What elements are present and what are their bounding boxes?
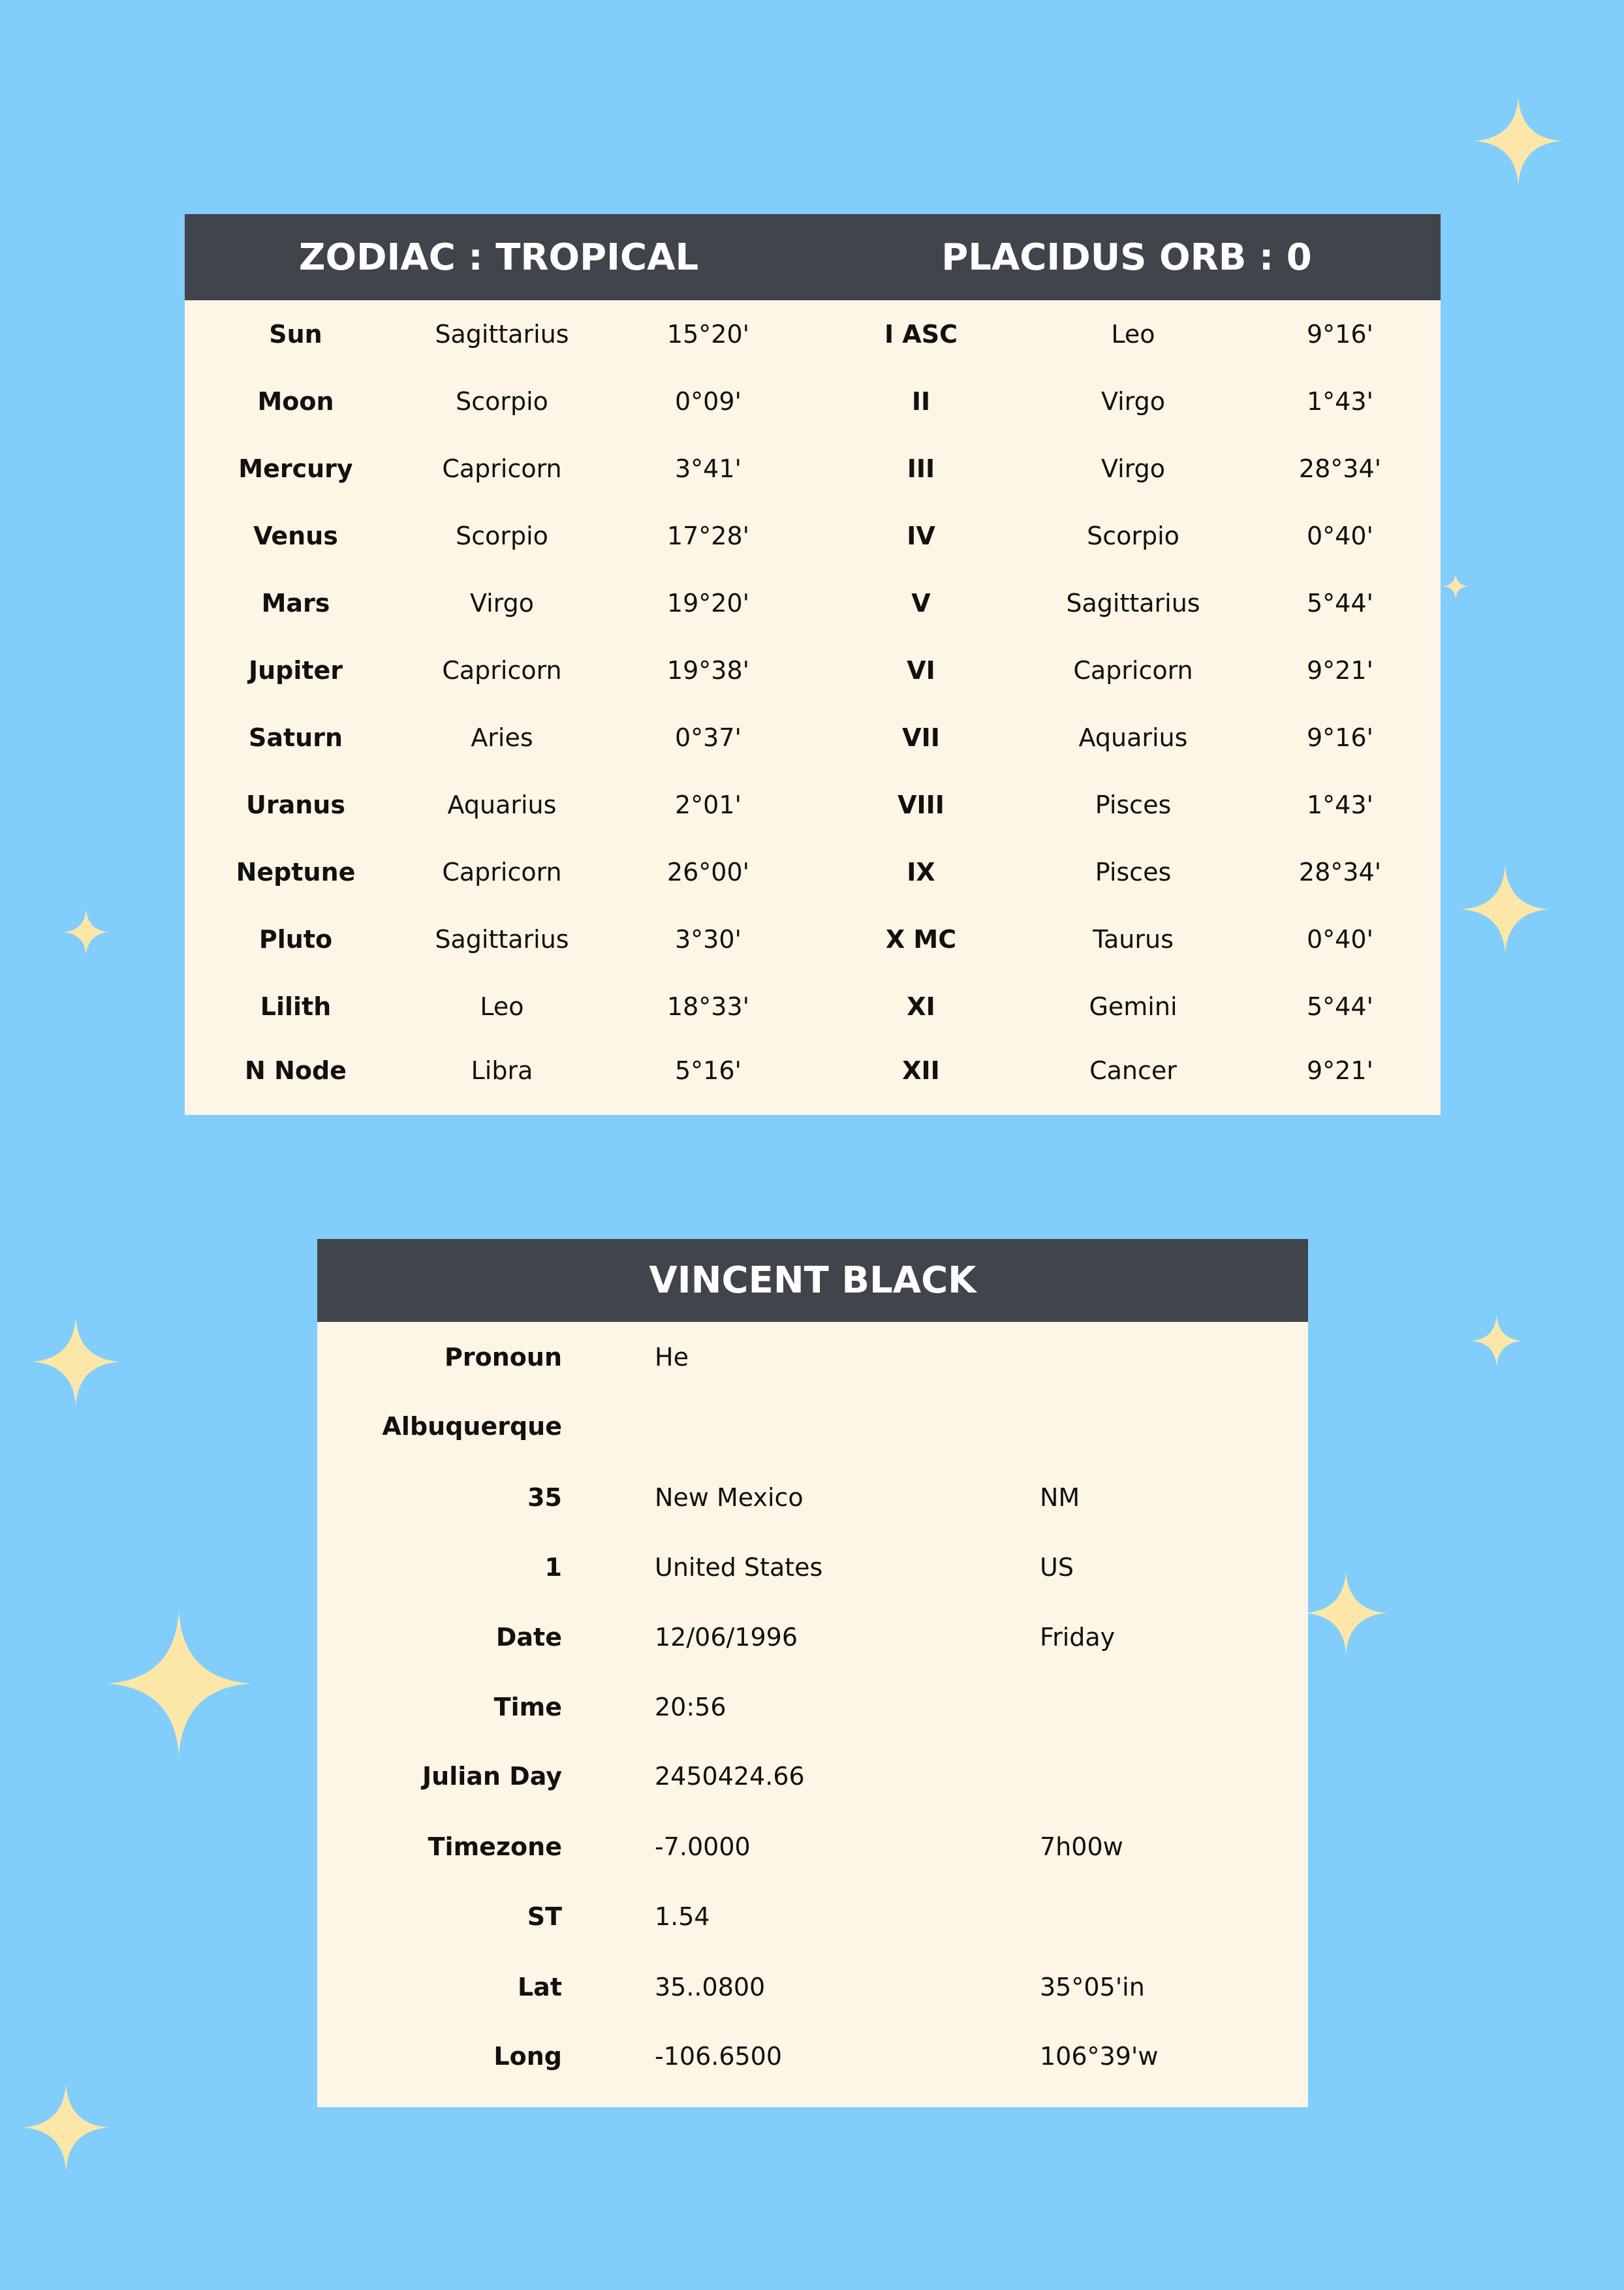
zodiac-table-body (185, 300, 1441, 1115)
info-row (317, 1541, 1308, 1593)
planet-sign: Sagittarius (435, 925, 569, 954)
sparkle-star-icon (1471, 1315, 1523, 1367)
info-row (317, 1471, 1308, 1524)
house-number: VIII (898, 791, 945, 819)
info-row (317, 1750, 1308, 1802)
info-label: Timezone (428, 1832, 562, 1861)
info-label: 1 (544, 1553, 562, 1582)
planet-name: Venus (253, 522, 338, 550)
info-value: -106.6500 (655, 2042, 783, 2071)
sparkle-star-icon (1461, 865, 1550, 954)
planet-name: Saturn (248, 723, 343, 752)
planet-degree: 3°30' (675, 925, 742, 954)
table-row (185, 913, 1441, 965)
planet-sign: Leo (480, 992, 524, 1021)
info-secondary-value: Friday (1040, 1623, 1116, 1652)
person-info-body (317, 1322, 1308, 2107)
info-row (317, 1681, 1308, 1733)
info-value: 12/06/1996 (655, 1623, 798, 1652)
zodiac-title: ZODIAC : TROPICAL (298, 236, 699, 279)
planet-sign: Scorpio (456, 387, 548, 416)
house-number: IX (907, 858, 935, 886)
person-info-card (317, 1239, 1308, 2107)
info-label: Pronoun (445, 1343, 562, 1372)
planet-degree: 17°28' (666, 522, 750, 550)
table-row (185, 375, 1441, 428)
planet-sign: Sagittarius (435, 320, 569, 349)
house-degree: 0°40' (1307, 925, 1373, 954)
table-row (185, 510, 1441, 562)
house-number: IV (907, 522, 935, 550)
house-sign: Virgo (1101, 454, 1166, 483)
house-sign: Cancer (1089, 1056, 1177, 1085)
planet-sign: Capricorn (442, 858, 562, 886)
house-degree: 1°43' (1307, 791, 1373, 819)
planet-name: Sun (269, 320, 322, 349)
house-degree: 5°44' (1307, 589, 1373, 618)
info-secondary-value: 7h00w (1040, 1832, 1123, 1861)
house-sign: Capricorn (1073, 656, 1193, 685)
planet-sign: Capricorn (442, 454, 562, 483)
house-sign: Taurus (1093, 925, 1174, 954)
info-row (317, 1961, 1308, 2013)
info-label: Date (495, 1623, 562, 1652)
planet-sign: Scorpio (456, 522, 548, 550)
house-degree: 9°16' (1307, 320, 1373, 349)
planet-degree: 2°01' (675, 791, 742, 819)
info-value: 35..0800 (655, 1973, 766, 2001)
zodiac-table-card (185, 214, 1441, 1115)
info-secondary-value: NM (1040, 1483, 1080, 1512)
info-secondary-value: US (1040, 1553, 1074, 1582)
info-label: Albuquerque (382, 1412, 562, 1441)
info-row (317, 1611, 1308, 1663)
house-number: VI (907, 656, 935, 685)
planet-degree: 0°37' (675, 723, 742, 752)
house-number: XII (902, 1056, 940, 1085)
info-row (317, 1331, 1308, 1383)
planet-name: Moon (257, 387, 334, 416)
house-number: III (907, 454, 935, 483)
sparkle-star-icon (106, 1611, 251, 1756)
table-row (185, 779, 1441, 831)
info-label: Julian Day (422, 1762, 562, 1791)
house-sign: Gemini (1089, 992, 1178, 1021)
planet-name: Mars (261, 589, 330, 618)
table-row (185, 846, 1441, 898)
info-label: 35 (527, 1483, 562, 1512)
info-row (317, 2030, 1308, 2082)
planet-sign: Virgo (469, 589, 535, 618)
info-row (317, 1400, 1308, 1452)
table-row (185, 980, 1441, 1033)
planet-name: Mercury (238, 454, 353, 483)
info-value: 2450424.66 (655, 1762, 805, 1791)
planet-name: Uranus (246, 791, 345, 819)
house-degree: 9°21' (1307, 1056, 1373, 1085)
table-row (185, 308, 1441, 360)
house-degree: 9°16' (1307, 723, 1373, 752)
planet-name: Lilith (260, 992, 332, 1021)
planet-name: Pluto (258, 925, 333, 954)
house-sign: Scorpio (1087, 522, 1179, 550)
house-number: I ASC (884, 320, 958, 349)
sparkle-star-icon (31, 1317, 120, 1406)
table-row (185, 644, 1441, 697)
info-value: United States (655, 1553, 823, 1582)
house-degree: 1°43' (1307, 387, 1373, 416)
planet-name: Jupiter (248, 656, 343, 685)
info-value: He (655, 1343, 689, 1372)
house-sign: Leo (1111, 320, 1155, 349)
house-degree: 0°40' (1307, 522, 1373, 550)
house-number: XI (907, 992, 935, 1021)
house-degree: 28°34' (1298, 454, 1382, 483)
house-degree: 28°34' (1298, 858, 1382, 886)
house-degree: 5°44' (1307, 992, 1373, 1021)
table-row (185, 1044, 1441, 1097)
planet-degree: 19°38' (666, 656, 750, 685)
info-value: -7.0000 (655, 1832, 751, 1861)
sparkle-star-icon (1439, 573, 1472, 599)
info-value: New Mexico (655, 1483, 804, 1512)
house-number: X MC (885, 925, 957, 954)
house-sign: Sagittarius (1066, 589, 1200, 618)
sparkle-star-icon (22, 2084, 110, 2171)
house-sign: Aquarius (1078, 723, 1188, 752)
info-secondary-value: 106°39'w (1040, 2042, 1159, 2071)
placidus-title: PLACIDUS ORB : 0 (941, 236, 1312, 279)
sparkle-star-icon (1304, 1569, 1388, 1657)
planet-degree: 26°00' (666, 858, 750, 886)
person-info-header (317, 1239, 1308, 1322)
zodiac-table-header (185, 214, 1441, 300)
planet-degree: 3°41' (675, 454, 742, 483)
table-row (185, 712, 1441, 764)
info-secondary-value: 35°05'in (1040, 1973, 1145, 2001)
planet-sign: Libra (471, 1056, 533, 1085)
table-row (185, 443, 1441, 495)
info-label: Lat (517, 1973, 562, 2001)
info-value: 1.54 (655, 1902, 710, 1931)
info-label: Time (493, 1693, 562, 1721)
sparkle-star-icon (1474, 97, 1563, 185)
house-number: V (911, 589, 931, 618)
planet-name: N Node (245, 1056, 347, 1085)
planet-name: Neptune (236, 858, 356, 886)
planet-degree: 0°09' (675, 387, 742, 416)
house-number: II (911, 387, 931, 416)
info-label: Long (493, 2042, 562, 2071)
info-value: 20:56 (655, 1693, 726, 1721)
info-row (317, 1890, 1308, 1943)
house-degree: 9°21' (1307, 656, 1373, 685)
planet-degree: 19°20' (666, 589, 750, 618)
house-number: VII (902, 723, 940, 752)
planet-sign: Capricorn (442, 656, 562, 685)
table-row (185, 577, 1441, 629)
planet-degree: 18°33' (666, 992, 750, 1021)
info-label: ST (527, 1902, 562, 1931)
planet-sign: Aries (471, 723, 533, 752)
person-name: VINCENT BLACK (649, 1259, 976, 1302)
house-sign: Pisces (1095, 791, 1172, 819)
house-sign: Virgo (1101, 387, 1166, 416)
planet-degree: 15°20' (666, 320, 750, 349)
planet-degree: 5°16' (675, 1056, 742, 1085)
info-row (317, 1821, 1308, 1873)
house-sign: Pisces (1095, 858, 1172, 886)
planet-sign: Aquarius (447, 791, 557, 819)
sparkle-star-icon (63, 909, 110, 956)
